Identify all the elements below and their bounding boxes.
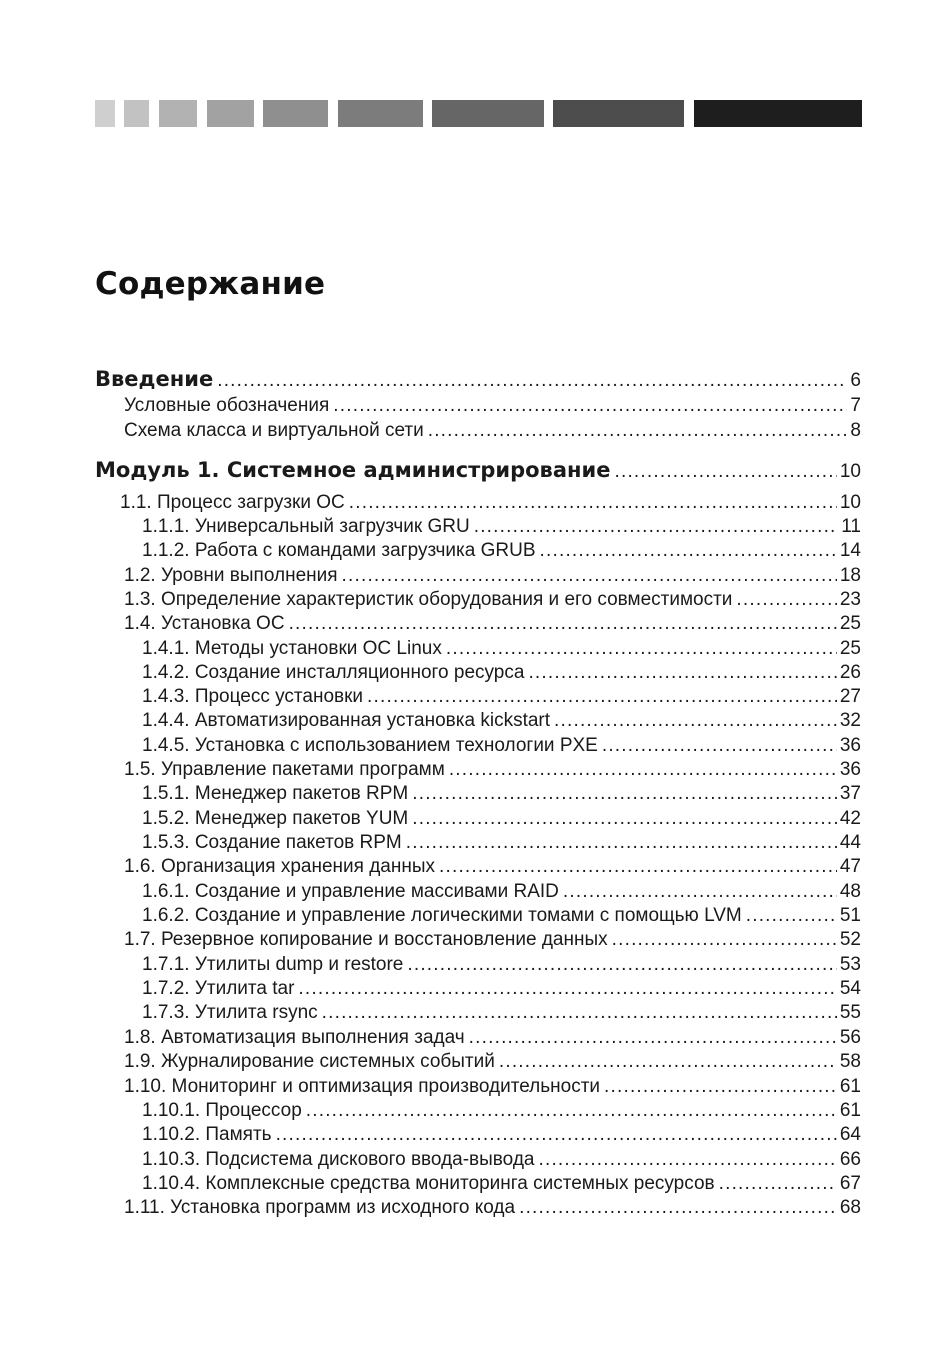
toc-entry-title: 1.2. Уровни выполнения (124, 565, 338, 586)
toc-entry[interactable] (124, 420, 861, 442)
dot-leader (428, 420, 848, 442)
toc-entry[interactable] (142, 638, 861, 660)
dot-leader (736, 589, 836, 611)
toc-entry[interactable] (142, 808, 861, 830)
toc-entry-title: Введение (95, 367, 214, 391)
toc-entry-title: 1.6. Организация хранения данных (124, 856, 436, 877)
toc-entry-page: 6 (850, 370, 861, 391)
toc-entry[interactable] (142, 1124, 861, 1146)
toc-entry[interactable] (142, 662, 861, 684)
toc-entry-page: 54 (839, 978, 861, 999)
toc-entry[interactable] (124, 1027, 861, 1049)
toc-entry-page: 48 (839, 881, 861, 902)
toc-entry-title: 1.1. Процесс загрузки ОС (120, 492, 345, 513)
toc-entry-page: 61 (839, 1100, 861, 1121)
toc-entry-page: 55 (839, 1002, 861, 1023)
toc-entry[interactable] (142, 1100, 861, 1122)
toc-entry-page: 68 (839, 1197, 861, 1218)
toc-entry-title: 1.6.2. Создание и управление логическими томами с помощью LVM (142, 905, 742, 926)
dot-leader (539, 1149, 837, 1171)
toc-entry[interactable] (142, 832, 861, 854)
dot-leader (439, 856, 837, 878)
toc-entry[interactable] (142, 905, 861, 927)
toc-entry[interactable] (124, 395, 861, 417)
band-segment (338, 100, 423, 127)
dot-leader (412, 808, 837, 830)
toc-entry-title: 1.5.3. Создание пакетов RPM (142, 832, 402, 853)
toc-entry-title: 1.1.2. Работа с командами загрузчика GRUB (142, 540, 536, 561)
toc-entry-page: 23 (839, 589, 861, 610)
toc-entry[interactable] (142, 881, 861, 903)
toc-entry[interactable] (142, 540, 861, 562)
dot-leader (298, 978, 836, 1000)
toc-entry[interactable] (142, 710, 861, 732)
toc-entry-title: 1.4.2. Создание инсталляционного ресурса (142, 662, 525, 683)
toc-entry-title: 1.5. Управление пакетами программ (124, 759, 445, 780)
band-segment (553, 100, 684, 127)
dot-leader (406, 832, 837, 854)
band-segment (432, 100, 544, 127)
toc-entry[interactable] (124, 856, 861, 878)
dot-leader (217, 370, 847, 392)
toc-entry[interactable] (124, 1051, 861, 1073)
toc-entry-page: 47 (839, 856, 861, 877)
toc-entry-title: 1.8. Автоматизация выполнения задач (124, 1027, 465, 1048)
band-segment (124, 100, 149, 127)
toc-entry[interactable] (124, 613, 861, 635)
toc-entry[interactable] (142, 978, 861, 1000)
toc-entry-page: 11 (841, 516, 861, 537)
toc-entry-title: 1.4.4. Автоматизированная установка kickstart (142, 710, 551, 731)
dot-leader (614, 461, 836, 483)
toc-entry-page: 18 (839, 565, 861, 586)
toc-entry-title: 1.9. Журналирование системных событий (124, 1051, 495, 1072)
toc-entry[interactable] (124, 1197, 861, 1219)
toc-entry-title: Схема класса и виртуальной сети (124, 420, 424, 441)
toc-entry-page: 42 (839, 808, 861, 829)
band-segment (207, 100, 254, 127)
toc-entry[interactable] (124, 1076, 861, 1098)
toc-entry-page: 10 (839, 461, 861, 482)
dot-leader (746, 905, 837, 927)
toc-entry-page: 7 (850, 395, 861, 416)
toc-entry-page: 58 (839, 1051, 861, 1072)
toc-entry-page: 37 (839, 783, 861, 804)
dot-leader (289, 613, 837, 635)
toc-entry-page: 36 (839, 735, 861, 756)
dot-leader (367, 686, 837, 708)
toc-entry-title: 1.4.1. Методы установки ОС Linux (142, 638, 442, 659)
toc-entry-page: 51 (839, 905, 861, 926)
toc-entry[interactable] (124, 929, 861, 951)
toc-entry[interactable] (120, 492, 861, 514)
toc-entry-title: 1.7.2. Утилита tar (142, 978, 295, 999)
dot-leader (519, 1197, 837, 1219)
band-segment (263, 100, 328, 127)
toc-entry-page: 56 (839, 1027, 861, 1048)
toc-entry-page: 8 (850, 420, 861, 441)
toc-entry-page: 52 (839, 929, 861, 950)
toc-entry-page: 64 (839, 1124, 861, 1145)
toc-entry[interactable] (95, 367, 861, 392)
dot-leader (528, 662, 836, 684)
toc-entry[interactable] (95, 458, 861, 483)
toc-entry-title: 1.4.3. Процесс установки (142, 686, 364, 707)
toc-entry[interactable] (142, 1149, 861, 1171)
dot-leader (602, 735, 837, 757)
band-segment (694, 100, 862, 127)
dot-leader (342, 565, 837, 587)
dot-leader (719, 1173, 837, 1195)
dot-leader (563, 881, 837, 903)
toc-entry-page: 44 (839, 832, 861, 853)
toc-entry-title: 1.5.1. Менеджер пакетов RPM (142, 783, 409, 804)
toc-entry-page: 66 (839, 1149, 861, 1170)
toc-entry-title: 1.10. Мониторинг и оптимизация производительности (124, 1076, 601, 1097)
toc-entry[interactable] (124, 565, 861, 587)
band-segment (95, 100, 115, 127)
dot-leader (349, 492, 837, 514)
toc-entry-title: 1.1.1. Универсальный загрузчик GRU (142, 516, 470, 537)
dot-leader (449, 759, 837, 781)
toc-entry-page: 36 (839, 759, 861, 780)
dot-leader (604, 1076, 837, 1098)
dot-leader (474, 516, 839, 538)
page-title: Содержание (95, 266, 326, 302)
toc-entry-title: 1.10.1. Процессор (142, 1100, 302, 1121)
dot-leader (306, 1100, 837, 1122)
toc-entry-page: 61 (839, 1076, 861, 1097)
toc-entry-title: 1.7.1. Утилиты dump и restore (142, 954, 404, 975)
toc-entry[interactable] (142, 735, 861, 757)
toc-entry-page: 53 (839, 954, 861, 975)
dot-leader (554, 710, 837, 732)
toc-entry[interactable] (124, 759, 861, 781)
dot-leader (407, 954, 836, 976)
toc-entry-page: 14 (839, 540, 861, 561)
toc-entry-title: 1.4.5. Установка с использованием технологии PXE (142, 735, 598, 756)
toc-entry-title: 1.11. Установка программ из исходного кода (124, 1197, 516, 1218)
toc-entry-page: 32 (839, 710, 861, 731)
toc-entry[interactable] (142, 783, 861, 805)
toc-entry-page: 26 (839, 662, 861, 683)
toc-entry-title: 1.5.2. Менеджер пакетов YUM (142, 808, 409, 829)
dot-leader (540, 540, 837, 562)
toc-entry-title: 1.10.2. Память (142, 1124, 272, 1145)
toc-entry[interactable] (142, 516, 861, 538)
dot-leader (412, 783, 837, 805)
band-segment (159, 100, 197, 127)
dot-leader (322, 1002, 837, 1024)
dot-leader (499, 1051, 837, 1073)
toc-entry-page: 67 (839, 1173, 861, 1194)
toc-entry[interactable] (142, 1002, 861, 1024)
dot-leader (469, 1027, 837, 1049)
toc-entry[interactable] (142, 954, 861, 976)
dot-leader (333, 395, 847, 417)
toc-entry-title: Условные обозначения (124, 395, 330, 416)
dot-leader (446, 638, 837, 660)
toc-entry-title: 1.7.3. Утилита rsync (142, 1002, 318, 1023)
toc-entry[interactable] (142, 1173, 861, 1195)
toc-entry-title: 1.4. Установка ОС (124, 613, 285, 634)
dot-leader (612, 929, 837, 951)
toc-entry-title: 1.3. Определение характеристик оборудования и его совместимости (124, 589, 733, 610)
toc-entry-title: 1.10.3. Подсистема дискового ввода-вывода (142, 1149, 535, 1170)
toc-entry-title: Модуль 1. Системное администрирование (95, 458, 611, 482)
toc-entry-title: 1.10.4. Комплексные средства мониторинга системных ресурсов (142, 1173, 715, 1194)
toc-entry-title: 1.6.1. Создание и управление массивами RAID (142, 881, 559, 902)
toc-entry-title: 1.7. Резервное копирование и восстановление данных (124, 929, 608, 950)
toc-entry-page: 25 (839, 638, 861, 659)
toc-entry-page: 25 (839, 613, 861, 634)
dot-leader (276, 1124, 837, 1146)
toc-entry[interactable] (142, 686, 861, 708)
toc-entry-page: 27 (839, 686, 861, 707)
toc-entry-page: 10 (839, 492, 861, 513)
toc-entry[interactable] (124, 589, 861, 611)
